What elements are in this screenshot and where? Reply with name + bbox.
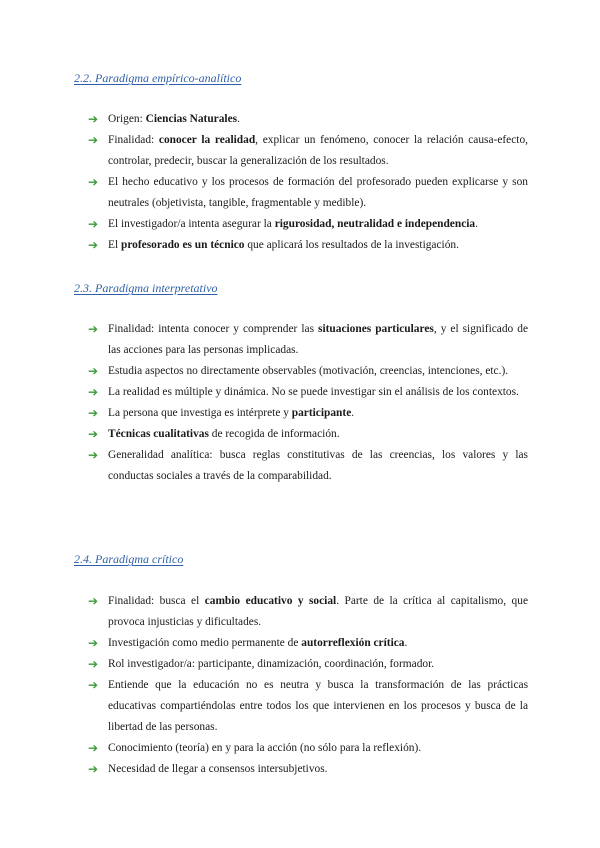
text: Necesidad de llegar a consensos intersubjetivos. [108, 763, 328, 775]
list-item [88, 424, 528, 445]
text: , y el significado de las acciones para las personas implicadas. [108, 323, 528, 356]
arrow-bullet-icon: ➔ [88, 657, 99, 671]
arrow-bullet-icon: ➔ [88, 112, 99, 126]
text: El investigador/a intenta asegurar la [108, 218, 275, 230]
bold-text: situaciones particulares [318, 323, 434, 335]
arrow-bullet-icon: ➔ [88, 678, 99, 692]
text: . [351, 407, 355, 419]
text: La persona que investiga es intérprete y [108, 407, 292, 419]
list-item [88, 654, 528, 675]
section-heading-critico: 2.4. Paradigma crítico [74, 552, 184, 566]
text: Generalidad analítica: busca reglas constitutivas de las creencias, los valores y las conductas sociales a través de la comparabilidad. [108, 449, 528, 482]
section-heading-empirico-analitico: 2.2. Paradigma empírico-analítico [74, 71, 242, 85]
arrow-bullet-icon: ➔ [88, 427, 99, 441]
bullet-list [88, 109, 528, 256]
arrow-bullet-icon: ➔ [88, 238, 99, 252]
text: Entiende que la educación no es neutra y busca la transformación de las prácticas educativas compartiéndolas entre todos los que intervienen en los procesos y busca de la libertad de las personas. [108, 679, 528, 733]
text: Finalidad: [108, 134, 159, 146]
list-item [88, 675, 528, 738]
section-heading-interpretativo: 2.3. Paradigma interpretativo [74, 281, 218, 295]
list-item [88, 759, 528, 780]
bold-text: cambio educativo y social [204, 595, 337, 607]
list-item [88, 403, 528, 424]
list-item [88, 361, 528, 382]
bold-text: autorreflexión crítica [301, 637, 405, 649]
list-item [88, 445, 528, 487]
text: Estudia aspectos no directamente observables (motivación, creencias, intenciones, etc.). [108, 365, 509, 377]
arrow-bullet-icon: ➔ [88, 364, 99, 378]
text: El [108, 239, 121, 251]
text: Finalidad: busca el [108, 595, 205, 607]
list-item [88, 109, 528, 130]
text: . [404, 637, 408, 649]
bold-text: participante [291, 407, 352, 419]
list-item [88, 235, 528, 256]
list-item [88, 382, 528, 403]
text: que aplicará los resultados de la investigación. [244, 239, 459, 251]
text: . [475, 218, 478, 230]
bold-text: conocer la realidad [158, 134, 256, 146]
text: de recogida de información. [208, 428, 340, 440]
bold-text: Ciencias Naturales [145, 113, 238, 125]
text: La realidad es múltiple y dinámica. No se puede investigar sin el análisis de los contextos. [108, 386, 519, 398]
list-item [88, 591, 528, 633]
list-item [88, 172, 528, 214]
list-item [88, 130, 528, 172]
arrow-bullet-icon: ➔ [88, 217, 99, 231]
text: Rol investigador/a: participante, dinamización, coordinación, formador. [108, 658, 435, 670]
bold-text: rigurosidad, neutralidad e independencia [274, 218, 476, 230]
arrow-bullet-icon: ➔ [88, 175, 99, 189]
text: . Parte de la crítica al capitalismo, que provoca injusticias y dificultades. [108, 595, 528, 628]
bold-text: Técnicas cualitativas [108, 428, 209, 440]
list-item [88, 738, 528, 759]
list-item [88, 214, 528, 235]
text: , explicar un fenómeno, conocer la relación causa-efecto, controlar, predecir, buscar la generalización de los resultados. [108, 134, 529, 167]
arrow-bullet-icon: ➔ [88, 406, 99, 420]
bullet-list [88, 319, 528, 487]
arrow-bullet-icon: ➔ [88, 741, 99, 755]
arrow-bullet-icon: ➔ [88, 133, 99, 147]
arrow-bullet-icon: ➔ [88, 636, 99, 650]
text: . [237, 113, 240, 125]
arrow-bullet-icon: ➔ [88, 762, 99, 776]
text: Finalidad: intenta conocer y comprender las [108, 323, 319, 335]
bullet-list [88, 591, 528, 780]
list-item [88, 633, 528, 654]
text: El hecho educativo y los procesos de formación del profesorado pueden explicarse y son neutrales (objetivista, tangible, fragmentable y medible). [108, 176, 528, 209]
text: Origen: [108, 113, 146, 125]
bold-text: profesorado es un técnico [120, 239, 245, 251]
arrow-bullet-icon: ➔ [88, 322, 99, 336]
text: Investigación como medio permanente de [108, 637, 302, 649]
text: Conocimiento (teoría) en y para la acción (no sólo para la reflexión). [108, 742, 422, 754]
arrow-bullet-icon: ➔ [88, 385, 99, 399]
arrow-bullet-icon: ➔ [88, 448, 99, 462]
list-item [88, 319, 528, 361]
arrow-bullet-icon: ➔ [88, 594, 99, 608]
